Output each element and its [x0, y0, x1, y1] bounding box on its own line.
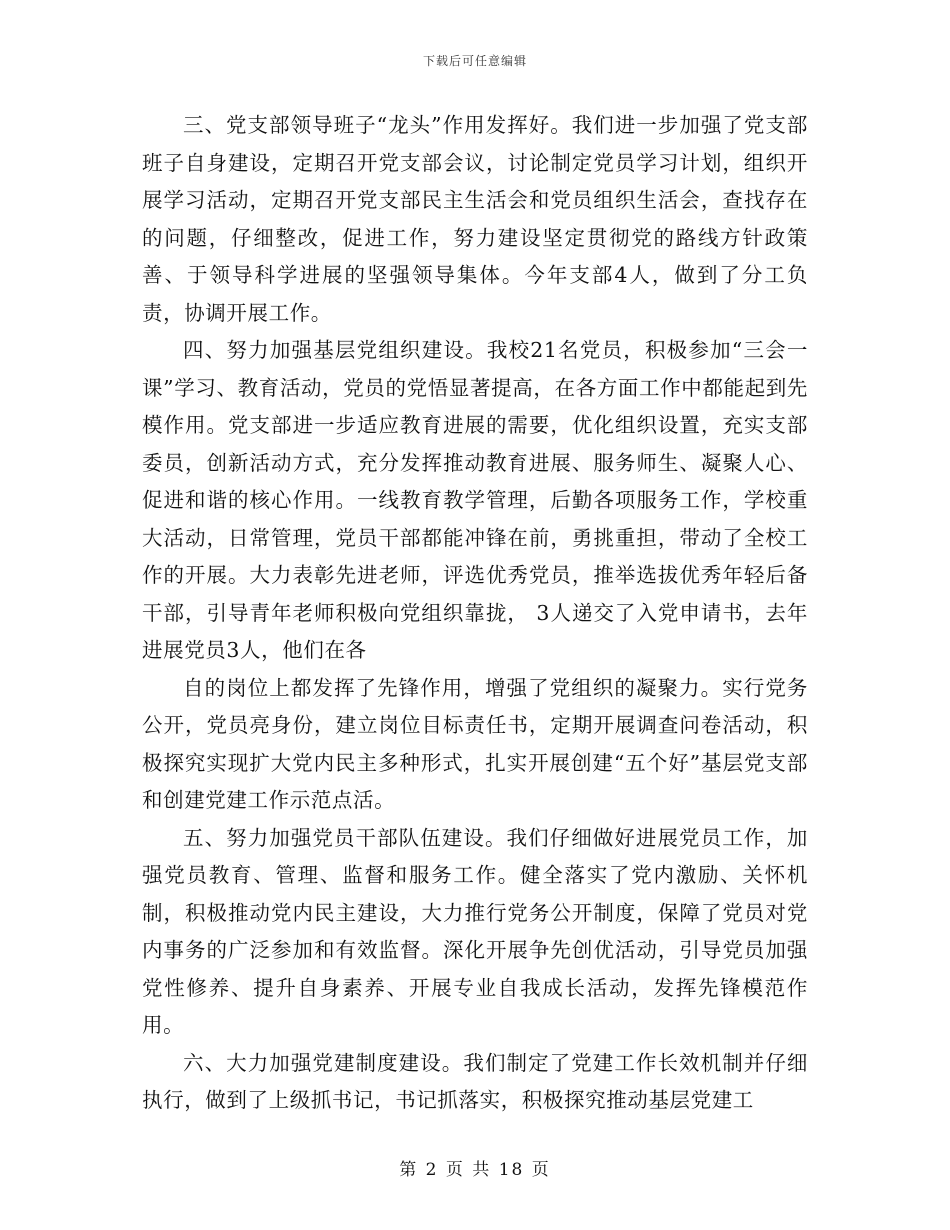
document-body	[142, 107, 808, 1120]
paragraph-section-four-continued: 自的岗位上都发挥了先锋作用，增强了党组织的凝聚力。实行党务公开，党员亮身份，建立岗位目标责任书，定期开展调查问卷活动，积极探究实现扩大党内民主多种形式，扎实开展创建“五个好”基层党支部和创建党建工作示范点活。	[142, 675, 808, 812]
page-header-note: 下载后可任意编辑	[422, 54, 527, 68]
page-number: 第 2 页 共 18 页	[399, 1160, 551, 1180]
paragraph-section-four: 四、努力加强基层党组织建设。我校21名党员，积极参加“三会一课”学习、教育活动，党员的党悟显著提高，在各方面工作中都能起到先模作用。党支部进一步适应教育进展的需要，优化组织设置，充实支部委员，创新活动方式，充分发挥推动教育进展、服务师生、凝聚人心、促进和谐的核心作用。一线教育教学管理，后勤各项服务工作，学校重大活动，日常管理，党员干部都能冲锋在前，勇挑重担，带动了全校工作的开展。大力表彰先进老师，评选优秀党员，推举选拔优秀年轻后备干部，引导青年老师积极向党组织靠拢， 3人递交了入党申请书，去年进展党员3人，他们在各	[142, 338, 808, 662]
paragraph-section-three: 三、党支部领导班子“龙头”作用发挥好。我们进一步加强了党支部班子自身建设，定期召开党支部会议，讨论制定党员学习计划，组织开展学习活动，定期召开党支部民主生活会和党员组织生活会，查找存在的问题，仔细整改，促进工作，努力建设坚定贯彻党的路线方针政策善、于领导科学进展的坚强领导集体。今年支部4人，做到了分工负责，协调开展工作。	[142, 113, 808, 325]
paragraph-section-six: 六、大力加强党建制度建设。我们制定了党建工作长效机制并仔细执行，做到了上级抓书记，书记抓落实，积极探究推动基层党建工	[142, 1050, 808, 1112]
paragraph-section-five: 五、努力加强党员干部队伍建设。我们仔细做好进展党员工作，加强党员教育、管理、监督和服务工作。健全落实了党内激励、关怀机制，积极推动党内民主建设，大力推行党务公开制度，保障了党员对党内事务的广泛参加和有效监督。深化开展争先创优活动，引导党员加强党性修养、提升自身素养、开展专业自我成长活动，发挥先锋模范作用。	[142, 825, 808, 1037]
